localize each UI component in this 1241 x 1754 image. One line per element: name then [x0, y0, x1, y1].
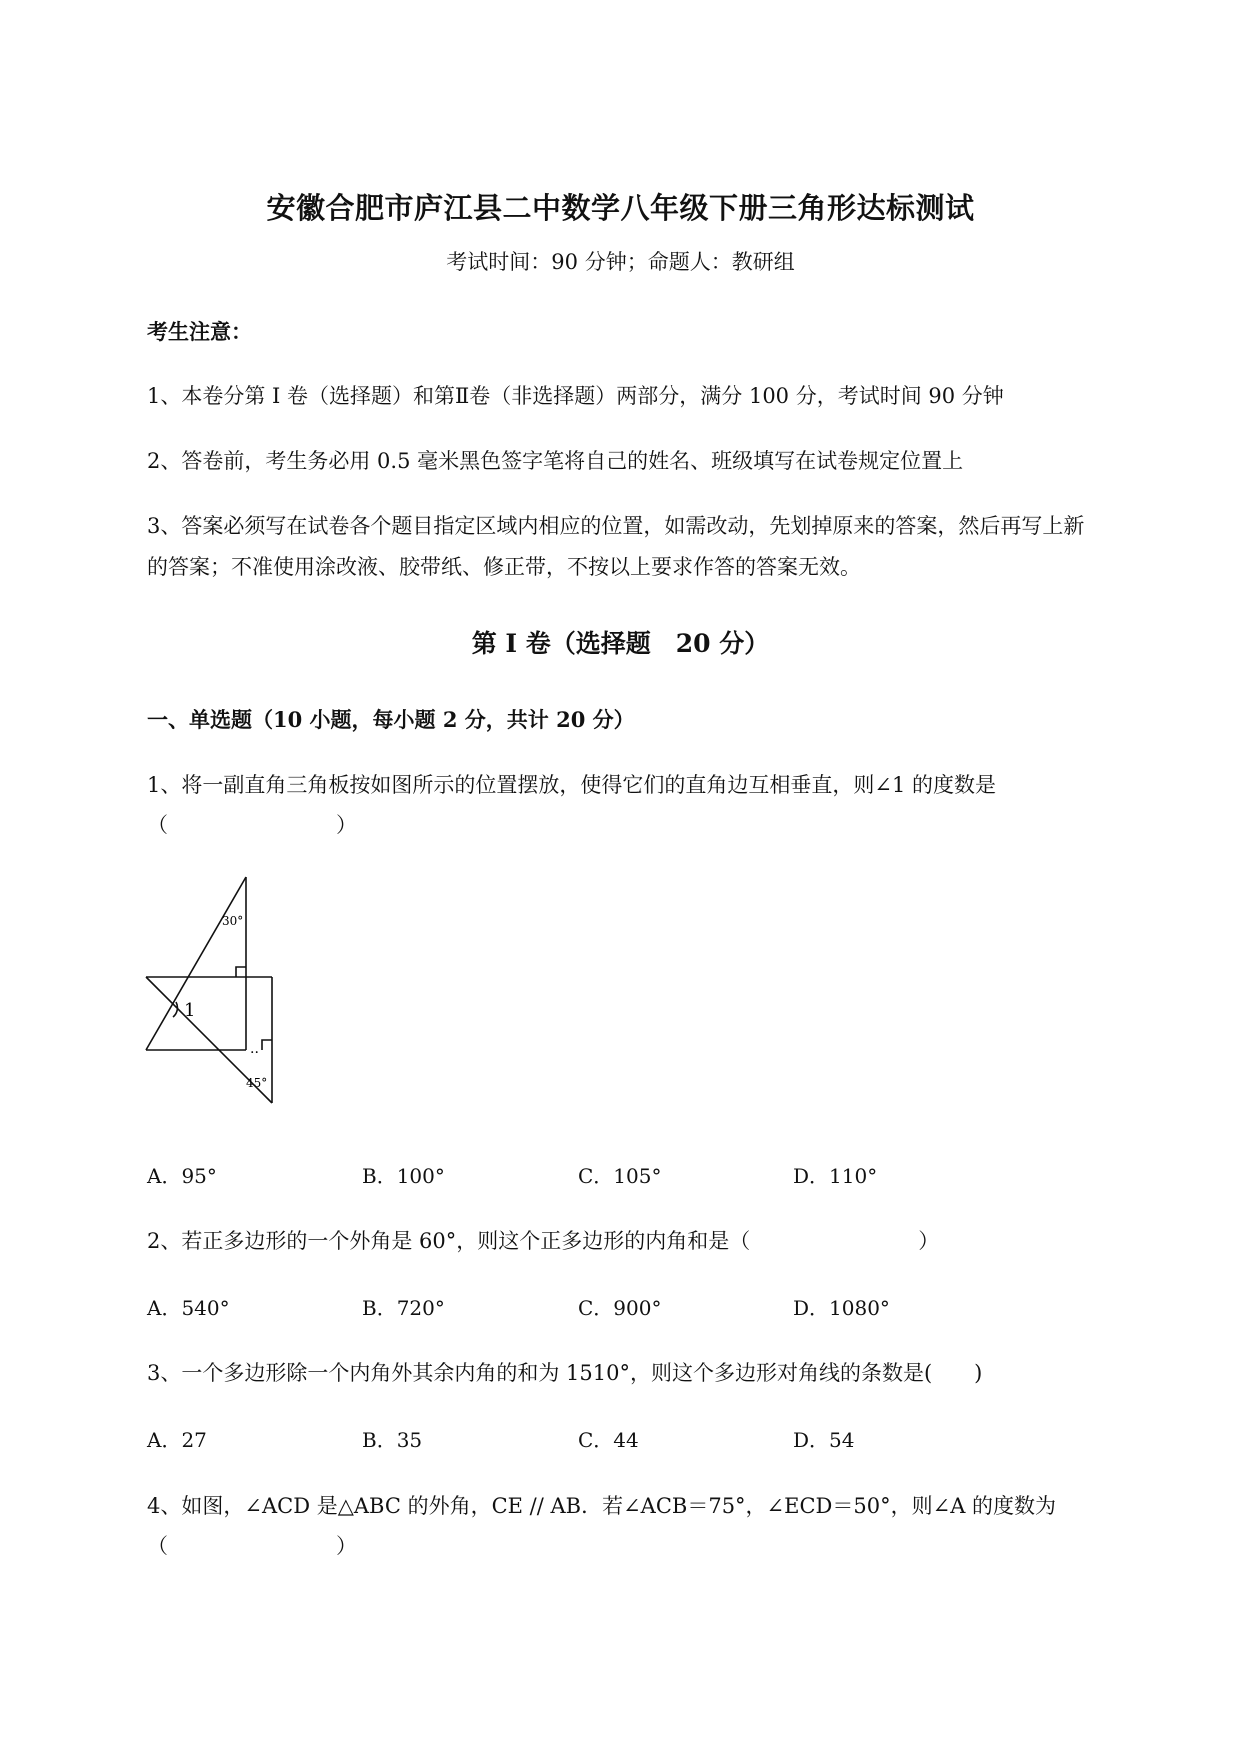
- notice-item-2: 2、答卷前，考生务必用 0.5 毫米黑色签字笔将自己的姓名、班级填写在试卷规定位置上: [147, 449, 964, 473]
- notice-item-3-cont: 的答案；不准使用涂改液、胶带纸、修正带，不按以上要求作答的答案无效。: [147, 555, 861, 579]
- section-title: 第 I 卷（选择题 20 分）: [471, 629, 770, 658]
- notice-heading: 考生注意：: [147, 319, 252, 344]
- triangle-figure: [140, 875, 290, 1120]
- q1-option-a[interactable]: A．95°: [147, 1164, 217, 1188]
- notice-item-1: 1、本卷分第 I 卷（选择题）和第Ⅱ卷（非选择题）两部分，满分 100 分，考试时间 90 分钟: [147, 384, 1004, 408]
- page-title: 安徽合肥市庐江县二中数学八年级下册三角形达标测试: [266, 191, 975, 225]
- question-4-blank: （ ）: [147, 1534, 357, 1558]
- exam-info: 考试时间：90 分钟；命题人：教研组: [446, 250, 795, 274]
- q2-option-a[interactable]: A．540°: [147, 1296, 230, 1320]
- question-1-blank: （ ）: [147, 813, 357, 837]
- q2-option-b[interactable]: B．720°: [362, 1296, 445, 1320]
- section-heading: 一、单选题（10 小题，每小题 2 分，共计 20 分）: [147, 707, 635, 732]
- q1-option-b[interactable]: B．100°: [362, 1164, 445, 1188]
- q2-option-c[interactable]: C．900°: [578, 1296, 662, 1320]
- question-2-stem: 2、若正多边形的一个外角是 60°，则这个正多边形的内角和是（ ）: [147, 1229, 940, 1253]
- notice-item-3: 3、答案必须写在试卷各个题目指定区域内相应的位置，如需改动，先划掉原来的答案，然后再写上新: [147, 514, 1085, 538]
- q2-option-d[interactable]: D．1080°: [793, 1296, 890, 1320]
- q3-option-a[interactable]: A．27: [147, 1428, 207, 1452]
- figure-dots: ..: [250, 1041, 259, 1057]
- q3-option-d[interactable]: D．54: [793, 1428, 855, 1452]
- q3-option-b[interactable]: B．35: [362, 1428, 423, 1452]
- question-1-stem: 1、将一副直角三角板按如图所示的位置摆放，使得它们的直角边互相垂直，则∠1 的度数是: [147, 773, 996, 797]
- figure-label-30: 30°: [222, 914, 244, 928]
- question-3-stem: 3、一个多边形除一个内角外其余内角的和为 1510°，则这个多边形对角线的条数是( ): [147, 1361, 983, 1385]
- question-4-stem: 4、如图，∠ACD 是△ABC 的外角，CE // AB．若∠ACB＝75°，∠ECD＝50°，则∠A 的度数为: [147, 1494, 1057, 1518]
- figure-label-angle1: 1: [184, 1000, 196, 1021]
- figure-label-45: 45°: [246, 1076, 268, 1090]
- q1-option-c[interactable]: C．105°: [578, 1164, 662, 1188]
- q1-option-d[interactable]: D．110°: [793, 1164, 878, 1188]
- q3-option-c[interactable]: C．44: [578, 1428, 639, 1452]
